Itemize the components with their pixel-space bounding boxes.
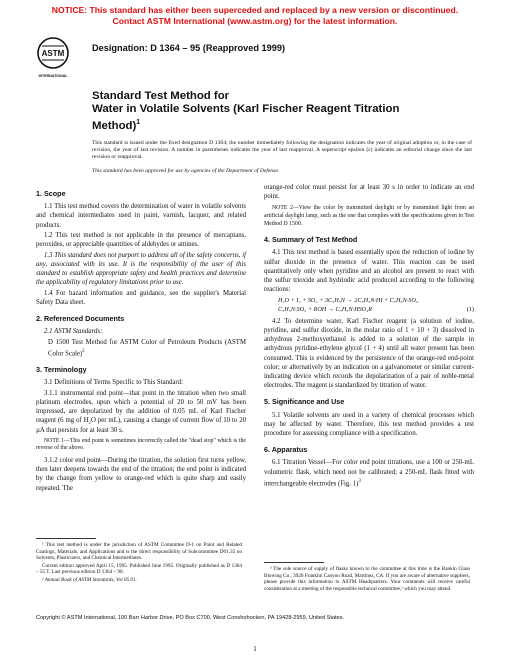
logo-text: ASTM	[41, 49, 65, 58]
title-line1: Standard Test Method for	[92, 90, 230, 102]
para-1-3: 1.3 This standard does not purport to address all of the safety concerns, if any, associated with its use. It is the responsibility of the user of this standard to establish appropriate safety and health practices and determine the applicability of regulatory limitations prior to use.	[36, 251, 246, 287]
para-6-1-mark: 3	[358, 478, 361, 484]
section-terminology-heading: 3. Terminology	[36, 365, 87, 375]
supersede-notice-line2: Contact ASTM International (www.astm.org) for the latest information.	[112, 16, 398, 26]
para-1-1: 1.1 This test method covers the determination of water in volatile solvents and chemical intermediates used in paint, varnish, lacquer, and related products.	[36, 203, 246, 229]
issuance-statement: This standard is issued under the fixed designation D 1364; the number immediately following the designation indicates the year of original adoption or, in the case of revision, the year of last revision. A number in parentheses indicates the year of last reapproval. A superscript epsilon (ε) indicates an editorial change since the last revision or reapproval.	[92, 140, 472, 161]
para-6-1-text: 6.1 Titration Vessel—For color end point titrations, use a 100 or 250-mL volumetric flask, which need not be calibrated; a 250-mL flask fitted with interchangeable electrodes (Fig. 1)	[264, 459, 474, 488]
footnote-2: ² Annual Book of ASTM Standards, Vol 05.01.	[42, 576, 137, 583]
note-1: NOTE 1—This end point is sometimes incorrectly called the "dead stop" which is the reverse of the above.	[36, 437, 246, 452]
para-3-1-2-cont: orange-red color must persist for at least 30 s in order to indicate an end point.	[264, 184, 474, 201]
footnote-1b: Current edition approved April 15, 1995. Published June 1995. Originally published as D 1364 – 55 T. Last previous edition D 1364 – 90.	[36, 562, 242, 576]
copyright-line: Copyright © ASTM International, 100 Barr Harbor Drive, PO Box C700, West Conshohocken, PA 19428-2959, United States.	[36, 615, 344, 621]
para-1-4: 1.4 For hazard information and guidance, see the supplier's Material Safety Data sheet.	[36, 289, 246, 306]
reaction-equation	[278, 297, 474, 313]
standard-title	[92, 90, 472, 133]
section-significance-heading: 5. Significance and Use	[264, 397, 345, 407]
equation-line1: H₂O + I₂ + SO₂ + 3C₅H₅N → 2C₅H₅N·HI + C₅H₅N·SO₃	[278, 297, 418, 305]
footnotes-right	[264, 566, 470, 593]
left-column	[36, 182, 246, 494]
para-2-1: 2.1 ASTM Standards:	[44, 328, 103, 336]
para-3-1: 3.1 Definitions of Terms Specific to This Standard:	[44, 379, 183, 387]
right-column	[264, 183, 474, 490]
equation-number: (1)	[466, 305, 474, 313]
note-2: NOTE 2—View the color by transmitted daylight or by transmitted light from an artificial daylight lamp, such as the one that complies with the specifications given in Test Method D 1500.	[264, 205, 474, 227]
equation-line2: C₅H₅N·SO₃ + ROH → C₅H₅N·HSO₄R	[278, 305, 373, 313]
footnote-1a: ¹ This test method is under the jurisdiction of ASTM Committee D-1 on Paint and Related Coatings, Materials, and Applications and is the direct responsibility of Subcommittee D01.35 on Solvents, Plasticizers, and Chemical Intermediates.	[36, 542, 242, 562]
para-6-1	[264, 458, 474, 488]
supersede-notice-line1: NOTICE: This standard has either been superceded and replaced by a new version or discontinued.	[51, 5, 459, 15]
ref-d1500	[48, 338, 246, 359]
para-3-1-2: 3.1.2 color end point—During the titration, the solution first turns yellow, then later deepens towards the end of the titration; the end point is indicated by the change from yellow to orange-red which is quite sharp and easily repeated. The	[36, 457, 246, 492]
para-5-1: 5.1 Volatile solvents are used in a variety of chemical processes which may be affected by water. Therefore, this test method provides a test procedure for assessing compliance with a specification.	[264, 411, 474, 438]
ref-d1500-mark: 2	[82, 348, 85, 354]
footnote-rule-right	[264, 562, 324, 563]
para-4-1: 4.1 This test method is based essentially upon the reduction of iodine by sulfur dioxide in the presence of water. This reaction can be used quantitatively only when pyridine and an alcohol are present to react with the sulfur trioxide and hydriodic acid produced according to the following reactions:	[264, 249, 474, 294]
ref-d1500-text: D 1500 Test Method for ASTM Color of Petroleum Products (ASTM Color Scale)	[48, 338, 246, 358]
astm-logo-icon	[36, 36, 70, 80]
section-scope-heading: 1. Scope	[36, 189, 66, 198]
para-1-2: 1.2 This test method is not applicable in the presence of mercaptans, peroxides, or appreciable quantities of aldehydes or amines.	[36, 232, 246, 249]
footnotes-left	[36, 542, 242, 585]
designation: Designation: D 1364 – 95 (Reapproved 1999)	[92, 43, 286, 53]
footnote-rule-left	[36, 538, 96, 539]
title-line2: Water in Volatile Solvents (Karl Fischer Reagent Titration	[92, 103, 400, 115]
page-number: 1	[253, 645, 257, 653]
footnote-3: ³ The sole source of supply of flasks known to the committee at this time is the Rankin Glass Blowing Co., 3920 Franklin Canyon Road, Martinez, CA. If you are aware of alternative suppliers, please provide this information to ASTM Headquarters. Your comments will receive careful consideration at a meeting of the responsible technical committee,¹ which you may attend.	[264, 566, 470, 592]
para-3-1-1: 3.1.1 instrumental end point—that point in the titration when two small platinum electrodes, upon which a potential of 20 to 50 mV has been impressed, are depolarized by the addition of 0.05 mL of Karl Fischer reagent (6 mg of H₂O per mL), causing a change of current flow of 10 to 20 µA that persists for at least 30 s.	[36, 389, 246, 434]
section-refs-heading: 2. Referenced Documents	[36, 314, 125, 323]
section-summary-heading: 4. Summary of Test Method	[264, 235, 358, 245]
section-apparatus-heading: 6. Apparatus	[264, 445, 308, 455]
title-footnote-mark: 1	[136, 119, 141, 126]
para-4-2: 4.2 To determine water, Karl Fischer reagent (a solution of iodine, pyridine, and sulfur dioxide, in the molar ratio of 1 + 10 + 3) dissolved in anhydrous 2-methoxyethanol is added to a solution of the sample in anhydrous pyridine-ethylene glycol (1 + 4) until all water present has been consumed. This is evidenced by the persistence of the orange-red end-point color; or alternatively by an indication on a galvanometer or similar current-indicating device which records the depolarization of a pair of noble-metal electrodes. The reagent is standardized by titration of water.	[264, 317, 474, 390]
dod-approval-statement: This standard has been approved for use by agencies of the Department of Defense.	[92, 168, 280, 174]
title-line3: Method)	[92, 119, 137, 132]
logo-subtext: INTERNATIONAL	[38, 74, 68, 78]
